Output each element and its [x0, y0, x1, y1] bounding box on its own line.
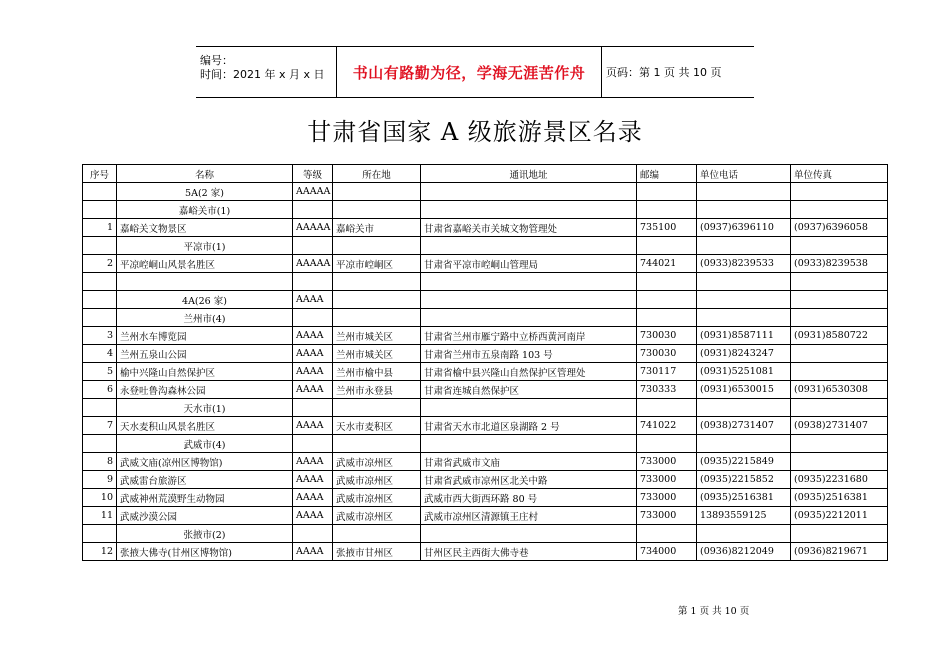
table-row	[83, 381, 888, 399]
empty-cell	[697, 273, 791, 291]
table-row	[83, 183, 888, 201]
row-tel: (0935)2516381	[697, 489, 791, 507]
table-row	[83, 255, 888, 273]
row-tel: (0935)2215849	[697, 453, 791, 471]
row-number: 9	[83, 471, 117, 489]
empty-cell	[637, 309, 697, 327]
row-number: 4	[83, 345, 117, 363]
empty-cell	[333, 273, 421, 291]
row-address: 甘肃省武威市文庙	[421, 453, 637, 471]
row-zip: 733000	[637, 489, 697, 507]
row-number: 3	[83, 327, 117, 345]
city-group-label: 张掖市(2)	[117, 525, 293, 543]
row-number: 2	[83, 255, 117, 273]
row-number: 6	[83, 381, 117, 399]
row-fax	[791, 363, 888, 381]
empty-cell	[421, 399, 637, 417]
table-row	[83, 345, 888, 363]
row-number	[83, 525, 117, 543]
row-level: AAAA	[293, 471, 333, 489]
row-number	[83, 291, 117, 309]
document-title: 甘肃省国家 A 级旅游景区名录	[307, 118, 643, 146]
row-zip: 741022	[637, 417, 697, 435]
empty-cell	[293, 201, 333, 219]
row-location: 嘉峪关市	[333, 219, 421, 237]
empty-cell	[637, 237, 697, 255]
col-header-address: 通讯地址	[421, 165, 637, 183]
row-tel: (0931)8587111	[697, 327, 791, 345]
empty-cell	[637, 399, 697, 417]
header-meta	[196, 47, 337, 97]
row-number	[83, 237, 117, 255]
row-level: AAAAA	[293, 183, 333, 201]
empty-cell	[333, 291, 421, 309]
row-address: 武威市西大街西环路 80 号	[421, 489, 637, 507]
table-row	[83, 543, 888, 561]
row-tel: (0935)2215852	[697, 471, 791, 489]
row-address: 甘肃省天水市北道区泉湖路 2 号	[421, 417, 637, 435]
row-name: 兰州水车博览园	[117, 327, 293, 345]
row-level: AAAAA	[293, 219, 333, 237]
row-tel: 13893559125	[697, 507, 791, 525]
row-fax: (0935)2516381	[791, 489, 888, 507]
row-zip: 733000	[637, 507, 697, 525]
row-tel: (0931)5251081	[697, 363, 791, 381]
col-header-fax: 单位传真	[791, 165, 888, 183]
table-row	[83, 291, 888, 309]
row-level: AAAA	[293, 507, 333, 525]
empty-cell	[421, 201, 637, 219]
city-group-label: 嘉峪关市(1)	[117, 201, 293, 219]
empty-cell	[791, 237, 888, 255]
row-address: 武威市凉州区清源镇王庄村	[421, 507, 637, 525]
row-zip: 733000	[637, 471, 697, 489]
empty-cell	[791, 183, 888, 201]
empty-cell	[293, 525, 333, 543]
row-name: 平凉崆峒山风景名胜区	[117, 255, 293, 273]
row-zip: 735100	[637, 219, 697, 237]
row-name: 武威雷台旅游区	[117, 471, 293, 489]
empty-cell	[637, 525, 697, 543]
row-fax: (0933)8239538	[791, 255, 888, 273]
row-name: 兰州五泉山公园	[117, 345, 293, 363]
empty-cell	[293, 399, 333, 417]
row-number: 5	[83, 363, 117, 381]
row-level: AAAA	[293, 327, 333, 345]
empty-cell	[117, 273, 293, 291]
row-number: 11	[83, 507, 117, 525]
empty-cell	[333, 183, 421, 201]
row-fax: (0936)8219671	[791, 543, 888, 561]
row-location: 平凉市崆峒区	[333, 255, 421, 273]
empty-cell	[791, 201, 888, 219]
row-location: 武威市凉州区	[333, 489, 421, 507]
row-zip: 730030	[637, 345, 697, 363]
row-address: 甘州区民主西街大佛寺巷	[421, 543, 637, 561]
row-address: 甘肃省兰州市雁宁路中立桥西黄河南岸	[421, 327, 637, 345]
empty-cell	[791, 291, 888, 309]
row-level: AAAA	[293, 417, 333, 435]
empty-cell	[697, 201, 791, 219]
row-level: AAAA	[293, 453, 333, 471]
row-fax: (0935)2212011	[791, 507, 888, 525]
table-row	[83, 471, 888, 489]
row-number	[83, 399, 117, 417]
table-header-row	[83, 165, 888, 183]
row-number	[83, 435, 117, 453]
page-label: 页码：第 1 页 共 10 页	[606, 66, 722, 79]
row-tel: (0931)6530015	[697, 381, 791, 399]
table-row	[83, 453, 888, 471]
empty-cell	[83, 273, 117, 291]
col-header-tel: 单位电话	[697, 165, 791, 183]
table-row	[83, 507, 888, 525]
empty-cell	[697, 435, 791, 453]
row-address: 甘肃省榆中县兴隆山自然保护区管理处	[421, 363, 637, 381]
row-name: 天水麦积山风景名胜区	[117, 417, 293, 435]
scenic-area-table	[82, 164, 888, 561]
row-level: AAAA	[293, 381, 333, 399]
empty-cell	[637, 201, 697, 219]
table-row	[83, 273, 888, 291]
row-location: 兰州市城关区	[333, 345, 421, 363]
city-group-label: 天水市(1)	[117, 399, 293, 417]
empty-cell	[333, 201, 421, 219]
row-location: 武威市凉州区	[333, 507, 421, 525]
empty-cell	[421, 291, 637, 309]
col-header-name: 名称	[117, 165, 293, 183]
row-location: 兰州市永登县	[333, 381, 421, 399]
empty-cell	[791, 435, 888, 453]
row-address: 甘肃省武威市凉州区北关中路	[421, 471, 637, 489]
empty-cell	[791, 525, 888, 543]
motto-text: 书山有路勤为径，学海无涯苦作舟	[352, 63, 586, 82]
grade-group-label: 4A(26 家)	[117, 291, 293, 309]
empty-cell	[697, 291, 791, 309]
row-fax: (0931)6530308	[791, 381, 888, 399]
code-label: 编号：	[200, 54, 233, 67]
empty-cell	[697, 525, 791, 543]
row-level: AAAA	[293, 543, 333, 561]
empty-cell	[637, 273, 697, 291]
col-header-zip: 邮编	[637, 165, 697, 183]
row-level: AAAAA	[293, 255, 333, 273]
table-row	[83, 309, 888, 327]
header-page-cell	[602, 47, 754, 97]
row-fax: (0938)2731407	[791, 417, 888, 435]
empty-cell	[333, 237, 421, 255]
row-zip: 730117	[637, 363, 697, 381]
table-row	[83, 435, 888, 453]
row-number: 10	[83, 489, 117, 507]
empty-cell	[697, 237, 791, 255]
row-number	[83, 183, 117, 201]
empty-cell	[293, 435, 333, 453]
time-label: 时间：2021 年 x 月 x 日	[200, 68, 325, 81]
row-number	[83, 309, 117, 327]
row-name: 张掖大佛寺(甘州区博物馆)	[117, 543, 293, 561]
table-row	[83, 327, 888, 345]
table-row	[83, 399, 888, 417]
row-fax: (0937)6396058	[791, 219, 888, 237]
empty-cell	[697, 399, 791, 417]
row-number	[83, 201, 117, 219]
row-location: 兰州市榆中县	[333, 363, 421, 381]
table-row	[83, 219, 888, 237]
row-number: 8	[83, 453, 117, 471]
city-group-label: 武威市(4)	[117, 435, 293, 453]
empty-cell	[333, 309, 421, 327]
table-row	[83, 363, 888, 381]
empty-cell	[421, 273, 637, 291]
row-level: AAAA	[293, 291, 333, 309]
empty-cell	[697, 183, 791, 201]
row-zip: 734000	[637, 543, 697, 561]
table-row	[83, 201, 888, 219]
row-tel: (0937)6396110	[697, 219, 791, 237]
empty-cell	[791, 273, 888, 291]
table-row	[83, 417, 888, 435]
empty-cell	[293, 237, 333, 255]
row-name: 武威沙漠公园	[117, 507, 293, 525]
document-header	[196, 46, 754, 98]
empty-cell	[637, 183, 697, 201]
row-number: 12	[83, 543, 117, 561]
grade-group-label: 5A(2 家)	[117, 183, 293, 201]
row-zip: 730030	[637, 327, 697, 345]
row-name: 武威神州荒漠野生动物园	[117, 489, 293, 507]
row-tel: (0931)8243247	[697, 345, 791, 363]
row-tel: (0936)8212049	[697, 543, 791, 561]
table-row	[83, 525, 888, 543]
table-body	[83, 183, 888, 561]
city-group-label: 兰州市(4)	[117, 309, 293, 327]
table-row	[83, 237, 888, 255]
row-address: 甘肃省嘉峪关市关城文物管理处	[421, 219, 637, 237]
row-level: AAAA	[293, 363, 333, 381]
row-tel: (0933)8239533	[697, 255, 791, 273]
empty-cell	[333, 399, 421, 417]
row-name: 榆中兴隆山自然保护区	[117, 363, 293, 381]
row-fax: (0931)8580722	[791, 327, 888, 345]
col-header-location: 所在地	[333, 165, 421, 183]
empty-cell	[637, 291, 697, 309]
empty-cell	[333, 525, 421, 543]
empty-cell	[791, 309, 888, 327]
empty-cell	[697, 309, 791, 327]
row-number: 7	[83, 417, 117, 435]
empty-cell	[637, 435, 697, 453]
row-location: 兰州市城关区	[333, 327, 421, 345]
row-address: 甘肃省连城自然保护区	[421, 381, 637, 399]
row-zip: 744021	[637, 255, 697, 273]
row-number: 1	[83, 219, 117, 237]
page-footer: 第 1 页 共 10 页	[678, 606, 750, 617]
col-header-no: 序号	[83, 165, 117, 183]
row-location: 武威市凉州区	[333, 471, 421, 489]
empty-cell	[293, 309, 333, 327]
row-location: 武威市凉州区	[333, 453, 421, 471]
row-zip: 733000	[637, 453, 697, 471]
row-location: 张掖市甘州区	[333, 543, 421, 561]
empty-cell	[421, 183, 637, 201]
row-address: 甘肃省兰州市五泉南路 103 号	[421, 345, 637, 363]
empty-cell	[333, 435, 421, 453]
row-fax	[791, 453, 888, 471]
row-name: 武威文庙(凉州区博物馆)	[117, 453, 293, 471]
row-name: 永登吐鲁沟森林公园	[117, 381, 293, 399]
empty-cell	[421, 525, 637, 543]
row-zip: 730333	[637, 381, 697, 399]
row-tel: (0938)2731407	[697, 417, 791, 435]
city-group-label: 平凉市(1)	[117, 237, 293, 255]
empty-cell	[791, 399, 888, 417]
empty-cell	[293, 273, 333, 291]
row-level: AAAA	[293, 345, 333, 363]
row-name: 嘉峪关文物景区	[117, 219, 293, 237]
row-address: 甘肃省平凉市崆峒山管理局	[421, 255, 637, 273]
row-fax: (0935)2231680	[791, 471, 888, 489]
empty-cell	[421, 237, 637, 255]
empty-cell	[421, 309, 637, 327]
table-row	[83, 489, 888, 507]
col-header-level: 等级	[293, 165, 333, 183]
row-location: 天水市麦积区	[333, 417, 421, 435]
header-motto-cell	[337, 47, 602, 97]
row-fax	[791, 345, 888, 363]
row-level: AAAA	[293, 489, 333, 507]
empty-cell	[421, 435, 637, 453]
